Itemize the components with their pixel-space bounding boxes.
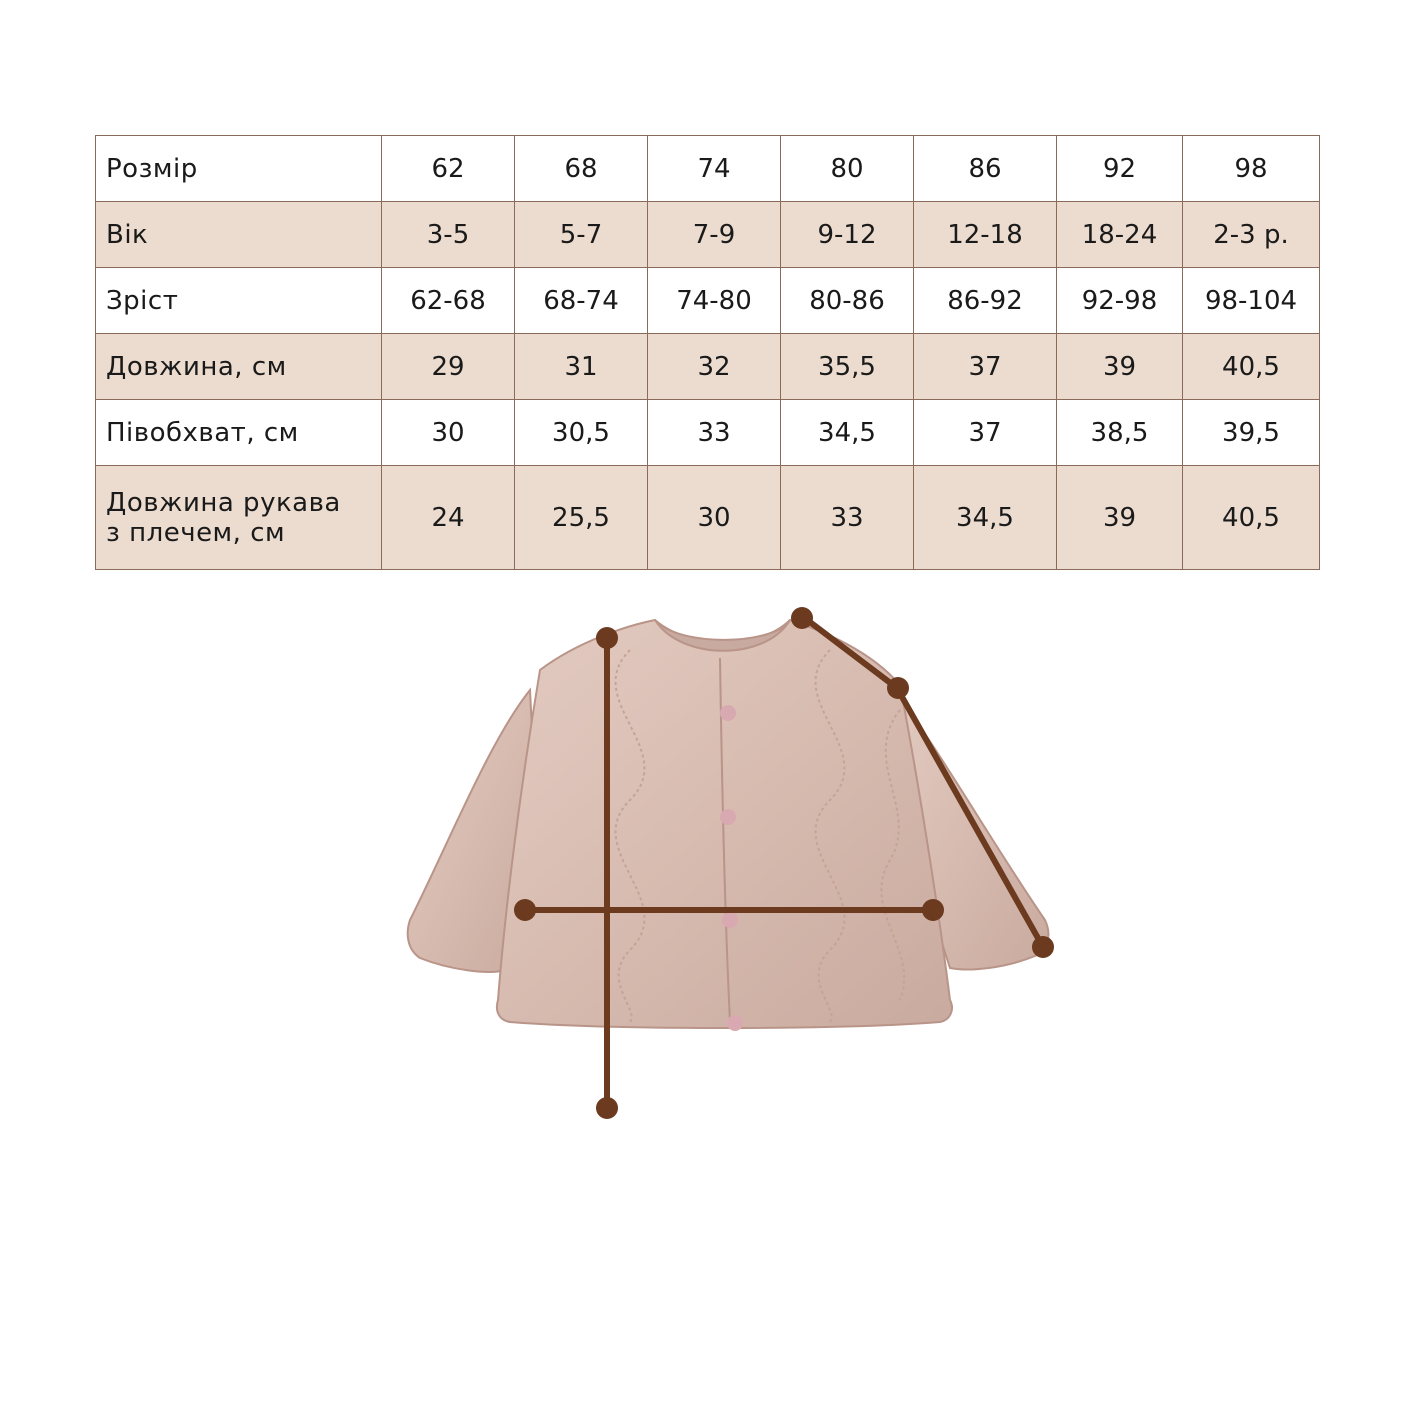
half-chest-cell: 30 — [382, 400, 515, 466]
length-cell: 29 — [382, 334, 515, 400]
measure-dot — [596, 1097, 618, 1119]
length-cell: 40,5 — [1183, 334, 1320, 400]
measure-dot — [514, 899, 536, 921]
half-chest-cell: 37 — [914, 400, 1057, 466]
row-label-size: Розмір — [96, 136, 382, 202]
size-cell: 86 — [914, 136, 1057, 202]
length-cell: 31 — [515, 334, 648, 400]
age-cell: 18-24 — [1057, 202, 1183, 268]
size-cell: 98 — [1183, 136, 1320, 202]
age-cell: 12-18 — [914, 202, 1057, 268]
snap-button — [720, 705, 736, 721]
row-label-half-chest: Півобхват, см — [96, 400, 382, 466]
measure-dot — [887, 677, 909, 699]
row-label-age: Вік — [96, 202, 382, 268]
measure-dot — [596, 627, 618, 649]
jacket-measure-diagram — [380, 590, 1080, 1140]
snap-button — [727, 1015, 743, 1031]
height-cell: 92-98 — [1057, 268, 1183, 334]
measure-dot — [791, 607, 813, 629]
row-label-height: Зріст — [96, 268, 382, 334]
half-chest-cell: 33 — [648, 400, 781, 466]
age-cell: 5-7 — [515, 202, 648, 268]
size-chart-table — [95, 135, 1320, 570]
height-cell: 80-86 — [781, 268, 914, 334]
row-label-sleeve-line2: з плечем, см — [106, 517, 286, 548]
half-chest-cell: 30,5 — [515, 400, 648, 466]
size-cell: 62 — [382, 136, 515, 202]
measure-dot — [1032, 936, 1054, 958]
row-half-chest — [96, 400, 1320, 466]
sleeve-cell: 30 — [648, 466, 781, 570]
snap-button — [720, 809, 736, 825]
age-cell: 3-5 — [382, 202, 515, 268]
sleeve-cell: 25,5 — [515, 466, 648, 570]
measure-dot — [922, 899, 944, 921]
sleeve-cell: 40,5 — [1183, 466, 1320, 570]
row-label-sleeve-length — [96, 466, 382, 570]
half-chest-cell: 39,5 — [1183, 400, 1320, 466]
size-cell: 68 — [515, 136, 648, 202]
sleeve-cell: 24 — [382, 466, 515, 570]
length-cell: 35,5 — [781, 334, 914, 400]
row-label-sleeve-line1: Довжина рукава — [106, 487, 341, 518]
row-size — [96, 136, 1320, 202]
height-cell: 68-74 — [515, 268, 648, 334]
length-cell: 32 — [648, 334, 781, 400]
sleeve-cell: 39 — [1057, 466, 1183, 570]
size-cell: 92 — [1057, 136, 1183, 202]
size-cell: 80 — [781, 136, 914, 202]
size-cell: 74 — [648, 136, 781, 202]
age-cell: 9-12 — [781, 202, 914, 268]
half-chest-cell: 38,5 — [1057, 400, 1183, 466]
half-chest-cell: 34,5 — [781, 400, 914, 466]
height-cell: 98-104 — [1183, 268, 1320, 334]
sleeve-cell: 33 — [781, 466, 914, 570]
height-cell: 62-68 — [382, 268, 515, 334]
length-cell: 39 — [1057, 334, 1183, 400]
row-age — [96, 202, 1320, 268]
jacket-illustration — [380, 590, 1080, 1140]
length-cell: 37 — [914, 334, 1057, 400]
row-height — [96, 268, 1320, 334]
height-cell: 86-92 — [914, 268, 1057, 334]
age-cell: 2-3 р. — [1183, 202, 1320, 268]
row-length — [96, 334, 1320, 400]
snap-button — [722, 912, 738, 928]
row-label-length: Довжина, см — [96, 334, 382, 400]
age-cell: 7-9 — [648, 202, 781, 268]
sleeve-cell: 34,5 — [914, 466, 1057, 570]
row-sleeve-length — [96, 466, 1320, 570]
height-cell: 74-80 — [648, 268, 781, 334]
